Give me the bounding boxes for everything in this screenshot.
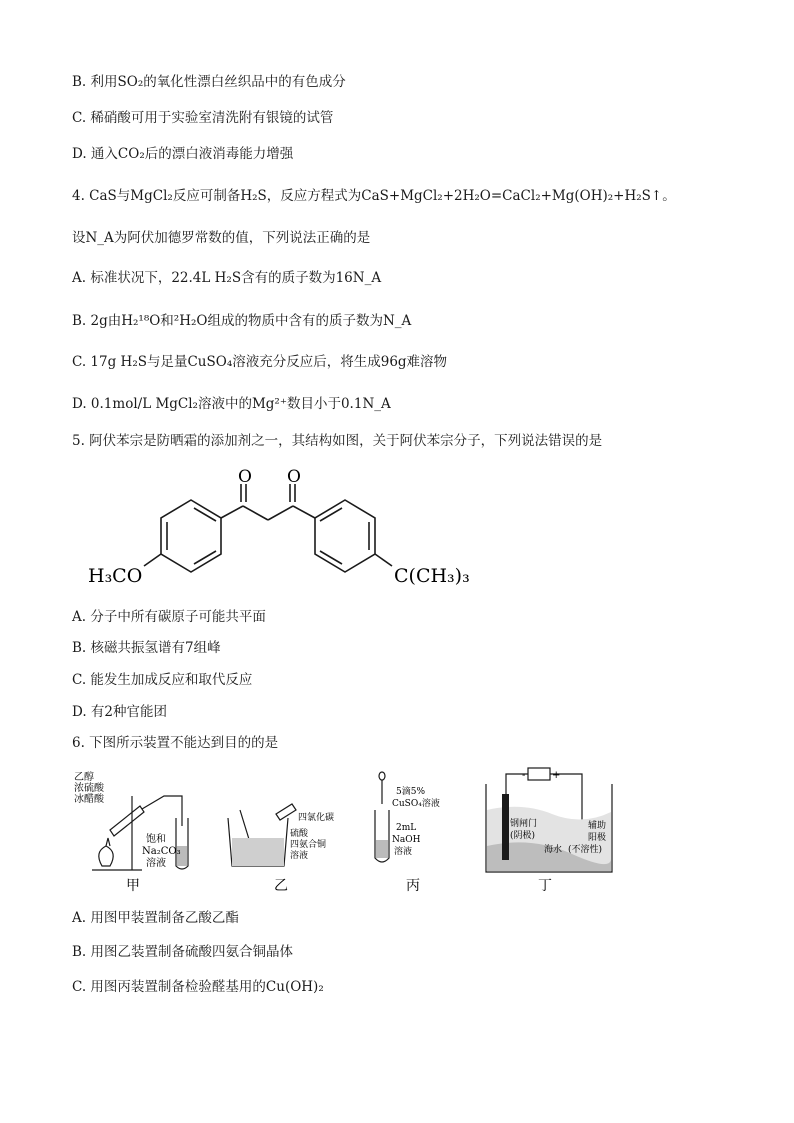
q3-option-d-text: D. 通入CO₂后的漂白液消毒能力增强: [72, 146, 294, 162]
flame: [106, 838, 110, 846]
q4-option-b-text: B. 2g由H₂¹⁸O和²H₂O组成的物质中含有的质子数为N_A: [72, 313, 412, 329]
q4-stem1-text: 4. CaS与MgCl₂反应可制备H₂S，反应方程式为CaS+MgCl₂+2H₂O=CaCl₂+Mg(OH)₂+H₂S↑。: [72, 188, 676, 204]
structure-bonds: [144, 484, 392, 572]
insoluble-label: (不溶性): [568, 845, 603, 855]
collect-label-1: 饱和: [146, 834, 166, 845]
carbonyl-oxygen-1: O: [238, 467, 252, 487]
anode-label-1: 辅助: [588, 821, 607, 831]
tert-butyl-group: C(CH₃)₃: [394, 565, 470, 587]
q5-option-c: [72, 670, 252, 690]
collect-label-3: 溶液: [146, 858, 166, 869]
q4-stem-line1: [72, 186, 676, 206]
q4-stem-line2: [72, 228, 370, 248]
reagent-sulfuric-acid: 浓硫酸: [74, 783, 104, 794]
q4-option-d-text: D. 0.1mol/L MgCl₂溶液中的Mg²⁺数目小于0.1N_A: [72, 396, 391, 412]
right-benzene-ring: [315, 500, 375, 572]
q3-option-b-text: B. 利用SO₂的氧化性漂白丝织品中的有色成分: [72, 74, 346, 90]
q6-option-b-text: B. 用图乙装置制备硫酸四氨合铜晶体: [72, 944, 294, 960]
minus-sign: -: [522, 770, 526, 781]
q6-option-b: [72, 942, 293, 962]
q5-option-b-text: B. 核磁共振氢谱有7组峰: [72, 640, 221, 656]
alcohol-lamp: [99, 846, 113, 866]
q5-option-c-text: C. 能发生加成反应和取代反应: [72, 672, 253, 688]
figure-jia: [72, 766, 212, 896]
q5-option-d: [72, 702, 167, 722]
cathode-label-1: 钢闸门: [510, 819, 538, 829]
steel-gate: [502, 794, 509, 860]
q3-option-c-text: C. 稀硝酸可用于实验室清洗附有银镜的试管: [72, 110, 334, 126]
q6-option-a-text: A. 用图甲装置制备乙酸乙酯: [72, 910, 239, 926]
caption-jia: 甲: [126, 878, 140, 894]
q4-option-a-text: A. 标准状况下，22.4L H₂S含有的质子数为16N_A: [72, 270, 382, 286]
q5-option-b: [72, 638, 221, 658]
q5-stem: [72, 431, 602, 451]
drop-label-2: CuSO₄溶液: [392, 799, 440, 809]
tube-label-1: 2mL: [396, 823, 417, 833]
reagent-ethanol: 乙醇: [74, 772, 94, 783]
q4-option-a: [72, 268, 381, 288]
q4-option-d: [72, 394, 391, 414]
cathode-label-2: (阴极): [510, 831, 536, 841]
label-solution: 溶液: [290, 851, 309, 861]
drop-label-1: 5滴5%: [396, 787, 426, 797]
caption-bing: 丙: [406, 878, 420, 894]
tube-label-2: NaOH: [392, 835, 421, 845]
left-benzene-ring: [161, 500, 221, 572]
reagent-acetic-acid: 冰醋酸: [74, 794, 104, 805]
q3-option-d: [72, 144, 293, 164]
pouring-vessel: [276, 804, 296, 820]
q4-option-c-text: C. 17g H₂S与足量CuSO₄溶液充分反应后，将生成96g难溶物: [72, 354, 448, 370]
q6-option-c: [72, 977, 324, 997]
methoxy-group: H₃CO: [88, 565, 143, 587]
figure-ding: [482, 766, 622, 896]
figure-yi: [222, 800, 342, 896]
collect-label-2: Na₂CO₃: [142, 846, 181, 857]
caption-ding: 丁: [538, 878, 552, 894]
q6-option-a: [72, 908, 239, 928]
beaker-liquid: [232, 838, 284, 866]
q3-option-c: [72, 108, 333, 128]
seawater-label: 海水: [544, 845, 563, 855]
reaction-tube: [110, 806, 144, 836]
tube-label-3: 溶液: [394, 847, 413, 857]
carbonyl-oxygen-2: O: [287, 467, 301, 487]
q5-stem-text: 5. 阿伏苯宗是防晒霜的添加剂之一，其结构如图，关于阿伏苯宗分子，下列说法错误的是: [72, 433, 603, 449]
plus-sign: +: [552, 770, 561, 781]
q5-option-a: [72, 607, 266, 627]
q6-stem-text: 6. 下图所示装置不能达到目的的是: [72, 735, 279, 751]
power-supply: [528, 768, 550, 780]
q6-option-c-text: C. 用图丙装置制备检验醛基用的Cu(OH)₂: [72, 979, 324, 995]
label-sulfate: 硫酸: [290, 829, 309, 839]
q4-option-b: [72, 311, 411, 331]
dropper-bulb: [379, 772, 385, 780]
q3-option-b: [72, 72, 346, 92]
figure-bing: [362, 768, 452, 896]
caption-yi: 乙: [274, 878, 288, 894]
avobenzone-structure: [80, 462, 480, 594]
label-ccl4: 四氯化碳: [298, 813, 335, 823]
q4-option-c: [72, 352, 447, 372]
q6-stem: [72, 733, 278, 753]
q5-option-d-text: D. 有2种官能团: [72, 704, 168, 720]
naoh-liquid: [376, 840, 388, 858]
q5-option-a-text: A. 分子中所有碳原子可能共平面: [72, 609, 266, 625]
q4-stem2-text: 设N_A为阿伏加德罗常数的值，下列说法正确的是: [72, 230, 371, 246]
label-tetraammine: 四氨合铜: [290, 840, 327, 850]
anode-label-2: 阳极: [588, 833, 607, 843]
